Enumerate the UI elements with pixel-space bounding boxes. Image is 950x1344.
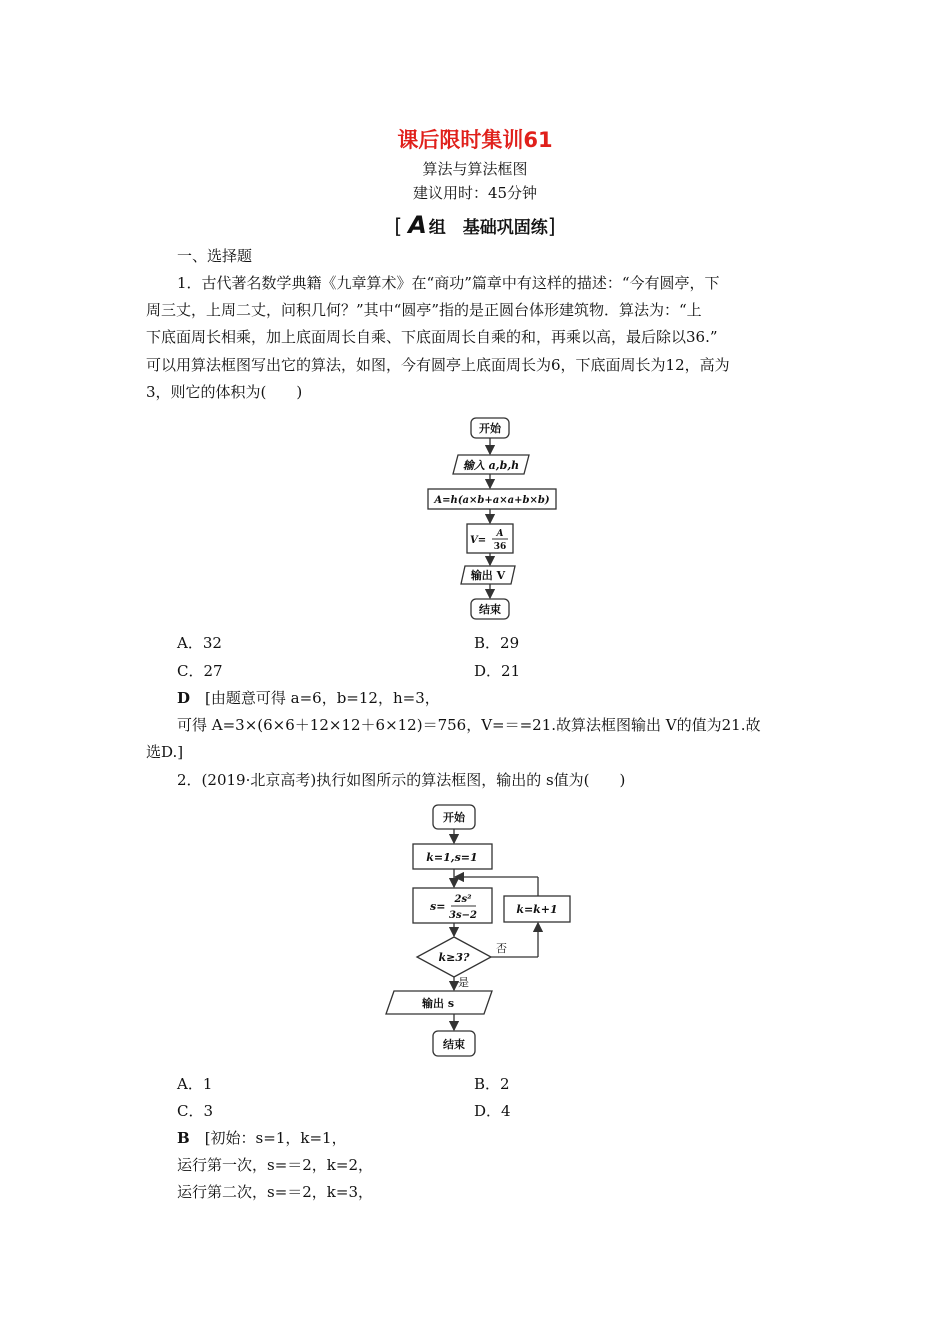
q2-yes-label: 是 (458, 976, 469, 989)
q1-line-1: 1．古代著名数学典籍《九章算术》在“商功”篇章中有这样的描述：“今有圆亭，下 (177, 274, 720, 292)
topic-subtitle: 算法与算法框图 (422, 160, 528, 178)
q1-line-2: 周三丈，上周二丈，问积几何？”其中“圆亭”指的是正圆台体形建筑物．算法为：“上 (146, 301, 702, 319)
q2-start-label: 开始 (443, 811, 465, 824)
q1-v-left: V= (470, 535, 487, 546)
q1-line-4: 可以用算法框图写出它的算法，如图，今有圆亭上底面周长为6，下底面周长为12，高为 (146, 356, 730, 374)
group-bracket-close: ] (547, 214, 556, 238)
group-letter: A (408, 211, 427, 239)
group-label: 组 基础巩固练 (428, 218, 548, 238)
q2-end-label: 结束 (443, 1038, 465, 1051)
q1-option-d: D．21 (474, 662, 521, 680)
q1-output-label: 输出 V (470, 569, 506, 582)
q1-start-label: 开始 (479, 422, 501, 435)
q2-solution-line-1 (177, 1128, 347, 1149)
q1-option-b: B．29 (474, 634, 520, 652)
q2-flowchart (380, 800, 580, 1065)
q2-output-label: 输出 s (421, 997, 455, 1010)
q2-no-label: 否 (496, 942, 507, 955)
q2-solution-line-2: 运行第一次，s=＝2，k=2， (177, 1156, 374, 1174)
q1-v-denominator: 36 (493, 542, 507, 552)
q1-input-label: 输入 a,b,h (462, 459, 520, 472)
q1-v-numerator: A (496, 529, 504, 539)
group-bracket-open: [ (394, 214, 403, 238)
q1-option-a: A．32 (177, 634, 222, 652)
q2-option-d: D．4 (474, 1102, 511, 1120)
q2-s-left: s= (430, 900, 446, 913)
q1-solution-text-1: [由题意可得 a=6，b=12，h=3， (205, 689, 440, 707)
q1-assign-label: A=h(a×b+a×a+b×b) (434, 495, 550, 506)
q2-solution-line-3: 运行第二次，s=＝2，k=3， (177, 1183, 374, 1201)
q2-answer: B (177, 1129, 190, 1147)
q1-answer: D (177, 689, 191, 707)
q2-init-label: k=1,s=1 (426, 851, 478, 864)
q1-solution-line-2: 可得 A=3×(6×6＋12×12＋6×12)＝756，V=＝=21.故算法框图输出 V的值为21.故 (177, 716, 761, 734)
suggested-time: 建议用时：45分钟 (412, 184, 538, 202)
q2-increment-label: k=k+1 (516, 903, 558, 916)
q1-line-5: 3，则它的体积为( ) (146, 383, 303, 401)
q2-solution-text-1: [初始：s=1，k=1， (204, 1129, 347, 1147)
q1-solution-line-1 (177, 688, 440, 709)
q2-stem: 2．(2019·北京高考)执行如图所示的算法框图，输出的 s值为( ) (177, 771, 626, 789)
q1-option-c: C．27 (177, 662, 223, 680)
q1-line-3: 下底面周长相乘，加上底面周长自乘、下底面周长自乘的和，再乘以高，最后除以36.” (146, 328, 718, 346)
q2-condition-label: k≥3? (438, 951, 470, 964)
q2-s-denominator: 3s−2 (449, 910, 477, 921)
q1-solution-line-3: 选D.] (146, 743, 184, 761)
q2-option-b: B．2 (474, 1075, 510, 1093)
q2-option-a: A．1 (177, 1075, 213, 1093)
q2-s-numerator: 2s² (454, 894, 472, 905)
page-title: 课后限时集训61 (397, 128, 553, 152)
group-heading (0, 211, 950, 239)
section-heading: 一、选择题 (177, 247, 253, 265)
q2-option-c: C．3 (177, 1102, 214, 1120)
q1-flowchart (420, 410, 565, 625)
q1-end-label: 结束 (479, 603, 501, 616)
